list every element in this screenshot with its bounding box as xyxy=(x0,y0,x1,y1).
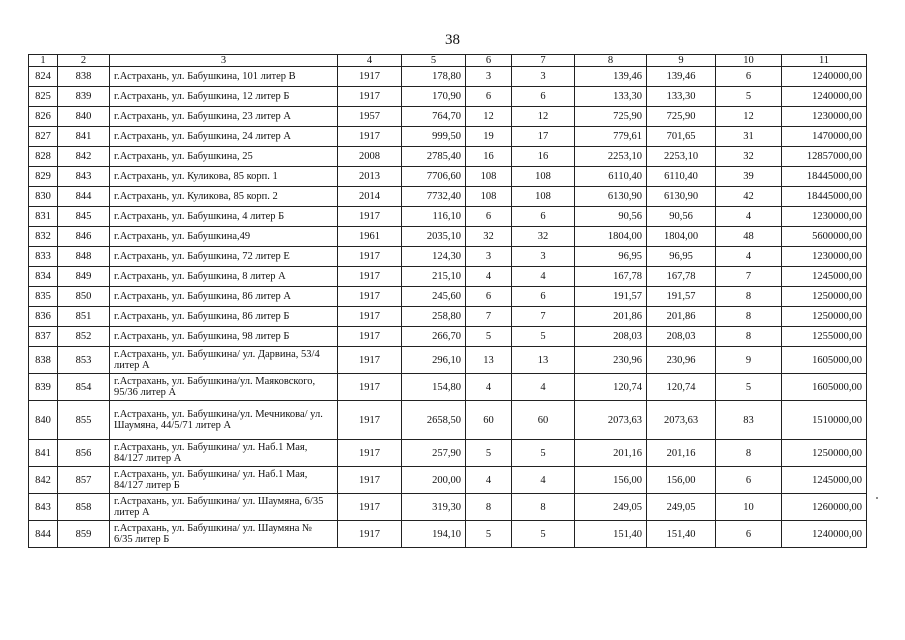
cell-address: г.Астрахань, ул. Бабушкина/ ул. Наб.1 Мая, 84/127 литер Б xyxy=(110,467,338,494)
cell-c9: 701,65 xyxy=(647,127,716,147)
cell-address: г.Астрахань, ул. Бабушкина, 86 литер А xyxy=(110,287,338,307)
cell-c9: 2073,63 xyxy=(647,401,716,440)
column-header-10: 10 xyxy=(716,55,782,67)
cell-price: 1605000,00 xyxy=(782,374,867,401)
cell-year: 1917 xyxy=(338,67,402,87)
cell-price: 1250000,00 xyxy=(782,440,867,467)
table-row xyxy=(29,347,867,374)
cell-c10: 10 xyxy=(716,494,782,521)
cell-c8: 191,57 xyxy=(575,287,647,307)
cell-year: 1917 xyxy=(338,207,402,227)
cell-n1: 824 xyxy=(29,67,58,87)
cell-n2: 850 xyxy=(58,287,110,307)
cell-c9: 201,86 xyxy=(647,307,716,327)
table-row xyxy=(29,227,867,247)
table-row xyxy=(29,401,867,440)
cell-price: 1605000,00 xyxy=(782,347,867,374)
cell-c6: 4 xyxy=(466,467,512,494)
cell-c9: 139,46 xyxy=(647,67,716,87)
cell-c6: 8 xyxy=(466,494,512,521)
cell-c6: 4 xyxy=(466,374,512,401)
cell-c6: 32 xyxy=(466,227,512,247)
cell-c7: 108 xyxy=(512,167,575,187)
cell-year: 1917 xyxy=(338,494,402,521)
cell-address: г.Астрахань, ул. Бабушкина/ ул. Шаумяна, 6/35 литер А xyxy=(110,494,338,521)
cell-c10: 6 xyxy=(716,467,782,494)
cell-c6: 6 xyxy=(466,87,512,107)
cell-price: 1255000,00 xyxy=(782,327,867,347)
cell-c9: 133,30 xyxy=(647,87,716,107)
cell-c9: 120,74 xyxy=(647,374,716,401)
cell-c6: 108 xyxy=(466,187,512,207)
cell-c6: 5 xyxy=(466,440,512,467)
cell-n1: 843 xyxy=(29,494,58,521)
cell-c10: 42 xyxy=(716,187,782,207)
table-row xyxy=(29,467,867,494)
cell-c10: 9 xyxy=(716,347,782,374)
column-header-4: 4 xyxy=(338,55,402,67)
cell-n2: 840 xyxy=(58,107,110,127)
cell-n1: 835 xyxy=(29,287,58,307)
cell-year: 1917 xyxy=(338,347,402,374)
cell-area: 258,80 xyxy=(402,307,466,327)
table-row xyxy=(29,287,867,307)
cell-address: г.Астрахань, ул. Бабушкина, 4 литер Б xyxy=(110,207,338,227)
cell-c10: 12 xyxy=(716,107,782,127)
cell-c8: 2073,63 xyxy=(575,401,647,440)
cell-c9: 6110,40 xyxy=(647,167,716,187)
cell-n2: 838 xyxy=(58,67,110,87)
cell-address: г.Астрахань, ул. Бабушкина, 72 литер Е xyxy=(110,247,338,267)
cell-price: 1250000,00 xyxy=(782,307,867,327)
cell-c8: 167,78 xyxy=(575,267,647,287)
cell-c6: 3 xyxy=(466,67,512,87)
cell-c6: 3 xyxy=(466,247,512,267)
cell-address: г.Астрахань, ул. Бабушкина, 8 литер А xyxy=(110,267,338,287)
column-header-2: 2 xyxy=(58,55,110,67)
table-row xyxy=(29,207,867,227)
cell-address: г.Астрахань, ул. Куликова, 85 корп. 2 xyxy=(110,187,338,207)
cell-price: 1230000,00 xyxy=(782,207,867,227)
cell-n2: 852 xyxy=(58,327,110,347)
cell-area: 154,80 xyxy=(402,374,466,401)
cell-c10: 83 xyxy=(716,401,782,440)
cell-year: 1917 xyxy=(338,467,402,494)
cell-n2: 839 xyxy=(58,87,110,107)
cell-c10: 5 xyxy=(716,374,782,401)
cell-c6: 13 xyxy=(466,347,512,374)
cell-price: 1245000,00 xyxy=(782,267,867,287)
cell-c10: 8 xyxy=(716,287,782,307)
cell-c7: 8 xyxy=(512,494,575,521)
cell-area: 999,50 xyxy=(402,127,466,147)
cell-area: 215,10 xyxy=(402,267,466,287)
cell-n2: 858 xyxy=(58,494,110,521)
cell-c6: 6 xyxy=(466,207,512,227)
cell-n2: 854 xyxy=(58,374,110,401)
cell-c8: 90,56 xyxy=(575,207,647,227)
cell-n1: 832 xyxy=(29,227,58,247)
cell-c7: 17 xyxy=(512,127,575,147)
cell-c7: 13 xyxy=(512,347,575,374)
cell-c10: 4 xyxy=(716,247,782,267)
cell-c7: 3 xyxy=(512,247,575,267)
cell-n1: 834 xyxy=(29,267,58,287)
cell-area: 178,80 xyxy=(402,67,466,87)
cell-c10: 6 xyxy=(716,67,782,87)
cell-year: 1917 xyxy=(338,247,402,267)
cell-n1: 842 xyxy=(29,467,58,494)
cell-c6: 19 xyxy=(466,127,512,147)
cell-price: 1240000,00 xyxy=(782,67,867,87)
column-header-8: 8 xyxy=(575,55,647,67)
cell-address: г.Астрахань, ул. Куликова, 85 корп. 1 xyxy=(110,167,338,187)
column-header-6: 6 xyxy=(466,55,512,67)
cell-c7: 16 xyxy=(512,147,575,167)
cell-c8: 2253,10 xyxy=(575,147,647,167)
page-number: 38 xyxy=(445,32,460,48)
cell-c6: 60 xyxy=(466,401,512,440)
cell-c9: 230,96 xyxy=(647,347,716,374)
cell-year: 1917 xyxy=(338,127,402,147)
cell-c7: 6 xyxy=(512,207,575,227)
cell-c7: 5 xyxy=(512,440,575,467)
cell-n2: 859 xyxy=(58,521,110,548)
cell-address: г.Астрахань, ул. Бабушкина,49 xyxy=(110,227,338,247)
cell-c7: 4 xyxy=(512,467,575,494)
cell-address: г.Астрахань, ул. Бабушкина, 98 литер Б xyxy=(110,327,338,347)
cell-c8: 779,61 xyxy=(575,127,647,147)
cell-price: 1240000,00 xyxy=(782,521,867,548)
cell-n2: 845 xyxy=(58,207,110,227)
cell-c9: 156,00 xyxy=(647,467,716,494)
cell-year: 1917 xyxy=(338,327,402,347)
cell-n1: 828 xyxy=(29,147,58,167)
cell-year: 1957 xyxy=(338,107,402,127)
cell-address: г.Астрахань, ул. Бабушкина/ ул. Шаумяна № 6/35 литер Б xyxy=(110,521,338,548)
cell-year: 1961 xyxy=(338,227,402,247)
cell-n1: 836 xyxy=(29,307,58,327)
cell-c9: 191,57 xyxy=(647,287,716,307)
cell-area: 2035,10 xyxy=(402,227,466,247)
cell-year: 2014 xyxy=(338,187,402,207)
cell-c9: 151,40 xyxy=(647,521,716,548)
cell-area: 296,10 xyxy=(402,347,466,374)
cell-address: г.Астрахань, ул. Бабушкина/ул. Мечникова/ ул. Шаумяна, 44/5/71 литер А xyxy=(110,401,338,440)
cell-year: 1917 xyxy=(338,287,402,307)
cell-n1: 844 xyxy=(29,521,58,548)
cell-area: 2658,50 xyxy=(402,401,466,440)
cell-year: 1917 xyxy=(338,401,402,440)
cell-c7: 3 xyxy=(512,67,575,87)
cell-area: 170,90 xyxy=(402,87,466,107)
cell-c6: 108 xyxy=(466,167,512,187)
cell-address: г.Астрахань, ул. Бабушкина, 24 литер А xyxy=(110,127,338,147)
cell-c7: 4 xyxy=(512,267,575,287)
cell-year: 1917 xyxy=(338,374,402,401)
cell-c6: 6 xyxy=(466,287,512,307)
cell-price: 1510000,00 xyxy=(782,401,867,440)
cell-c10: 8 xyxy=(716,307,782,327)
cell-c8: 139,46 xyxy=(575,67,647,87)
cell-c10: 8 xyxy=(716,327,782,347)
cell-c7: 7 xyxy=(512,307,575,327)
cell-c8: 96,95 xyxy=(575,247,647,267)
cell-c10: 39 xyxy=(716,167,782,187)
cell-n1: 833 xyxy=(29,247,58,267)
cell-address: г.Астрахань, ул. Бабушкина, 101 литер В xyxy=(110,67,338,87)
cell-c7: 12 xyxy=(512,107,575,127)
cell-price: 18445000,00 xyxy=(782,167,867,187)
cell-n2: 856 xyxy=(58,440,110,467)
cell-address: г.Астрахань, ул. Бабушкина/ ул. Наб.1 Мая, 84/127 литер А xyxy=(110,440,338,467)
column-header-5: 5 xyxy=(402,55,466,67)
cell-c7: 5 xyxy=(512,521,575,548)
cell-area: 245,60 xyxy=(402,287,466,307)
cell-price: 18445000,00 xyxy=(782,187,867,207)
cell-price: 1260000,00 xyxy=(782,494,867,521)
table-row xyxy=(29,187,867,207)
column-header-3: 3 xyxy=(110,55,338,67)
cell-c7: 6 xyxy=(512,87,575,107)
cell-price: 1240000,00 xyxy=(782,87,867,107)
cell-area: 266,70 xyxy=(402,327,466,347)
table-row xyxy=(29,247,867,267)
table-row xyxy=(29,87,867,107)
cell-c8: 230,96 xyxy=(575,347,647,374)
cell-c8: 201,16 xyxy=(575,440,647,467)
cell-c6: 5 xyxy=(466,327,512,347)
cell-c6: 7 xyxy=(466,307,512,327)
cell-area: 7732,40 xyxy=(402,187,466,207)
cell-c7: 4 xyxy=(512,374,575,401)
cell-c6: 5 xyxy=(466,521,512,548)
cell-area: 319,30 xyxy=(402,494,466,521)
cell-price: 1230000,00 xyxy=(782,107,867,127)
cell-year: 1917 xyxy=(338,267,402,287)
cell-c8: 249,05 xyxy=(575,494,647,521)
cell-n1: 825 xyxy=(29,87,58,107)
cell-n1: 831 xyxy=(29,207,58,227)
cell-c8: 133,30 xyxy=(575,87,647,107)
cell-area: 257,90 xyxy=(402,440,466,467)
cell-c9: 1804,00 xyxy=(647,227,716,247)
cell-year: 2008 xyxy=(338,147,402,167)
cell-c8: 201,86 xyxy=(575,307,647,327)
cell-year: 1917 xyxy=(338,440,402,467)
cell-n2: 851 xyxy=(58,307,110,327)
table-row xyxy=(29,327,867,347)
column-header-7: 7 xyxy=(512,55,575,67)
cell-n2: 846 xyxy=(58,227,110,247)
table-row xyxy=(29,521,867,548)
cell-c9: 96,95 xyxy=(647,247,716,267)
cell-c7: 6 xyxy=(512,287,575,307)
cell-n2: 848 xyxy=(58,247,110,267)
cell-n1: 829 xyxy=(29,167,58,187)
table-row xyxy=(29,307,867,327)
cell-c7: 108 xyxy=(512,187,575,207)
cell-address: г.Астрахань, ул. Бабушкина, 86 литер Б xyxy=(110,307,338,327)
cell-c9: 208,03 xyxy=(647,327,716,347)
cell-n2: 842 xyxy=(58,147,110,167)
cell-n2: 841 xyxy=(58,127,110,147)
cell-address: г.Астрахань, ул. Бабушкина/ ул. Дарвина, 53/4 литер А xyxy=(110,347,338,374)
cell-address: г.Астрахань, ул. Бабушкина/ул. Маяковского, 95/36 литер А xyxy=(110,374,338,401)
table-row xyxy=(29,127,867,147)
cell-area: 116,10 xyxy=(402,207,466,227)
column-header-11: 11 xyxy=(782,55,867,67)
cell-c9: 6130,90 xyxy=(647,187,716,207)
cell-c6: 4 xyxy=(466,267,512,287)
cell-c9: 201,16 xyxy=(647,440,716,467)
cell-year: 1917 xyxy=(338,307,402,327)
cell-c6: 16 xyxy=(466,147,512,167)
cell-n2: 849 xyxy=(58,267,110,287)
cell-price: 5600000,00 xyxy=(782,227,867,247)
table-row xyxy=(29,167,867,187)
cell-c10: 31 xyxy=(716,127,782,147)
cell-c7: 32 xyxy=(512,227,575,247)
cell-c9: 249,05 xyxy=(647,494,716,521)
cell-c8: 120,74 xyxy=(575,374,647,401)
table-row xyxy=(29,267,867,287)
cell-n2: 843 xyxy=(58,167,110,187)
cell-address: г.Астрахань, ул. Бабушкина, 23 литер А xyxy=(110,107,338,127)
cell-n1: 826 xyxy=(29,107,58,127)
cell-c9: 2253,10 xyxy=(647,147,716,167)
cell-n1: 841 xyxy=(29,440,58,467)
cell-area: 764,70 xyxy=(402,107,466,127)
cell-n1: 827 xyxy=(29,127,58,147)
cell-c10: 4 xyxy=(716,207,782,227)
cell-c10: 32 xyxy=(716,147,782,167)
cell-n1: 838 xyxy=(29,347,58,374)
cell-c7: 5 xyxy=(512,327,575,347)
cell-n1: 839 xyxy=(29,374,58,401)
cell-c10: 8 xyxy=(716,440,782,467)
cell-c10: 7 xyxy=(716,267,782,287)
cell-c8: 6110,40 xyxy=(575,167,647,187)
cell-n2: 844 xyxy=(58,187,110,207)
table-row xyxy=(29,147,867,167)
cell-c9: 90,56 xyxy=(647,207,716,227)
cell-year: 2013 xyxy=(338,167,402,187)
table-row xyxy=(29,107,867,127)
cell-year: 1917 xyxy=(338,521,402,548)
cell-area: 194,10 xyxy=(402,521,466,548)
cell-c7: 60 xyxy=(512,401,575,440)
table-header-row xyxy=(29,55,867,67)
cell-price: 12857000,00 xyxy=(782,147,867,167)
cell-n1: 830 xyxy=(29,187,58,207)
cell-c9: 167,78 xyxy=(647,267,716,287)
column-header-1: 1 xyxy=(29,55,58,67)
cell-area: 200,00 xyxy=(402,467,466,494)
cell-c8: 725,90 xyxy=(575,107,647,127)
cell-c8: 151,40 xyxy=(575,521,647,548)
cell-c6: 12 xyxy=(466,107,512,127)
cell-c10: 5 xyxy=(716,87,782,107)
cell-year: 1917 xyxy=(338,87,402,107)
table-row xyxy=(29,374,867,401)
cell-n2: 855 xyxy=(58,401,110,440)
cell-n2: 857 xyxy=(58,467,110,494)
cell-price: 1245000,00 xyxy=(782,467,867,494)
cell-price: 1230000,00 xyxy=(782,247,867,267)
cell-area: 7706,60 xyxy=(402,167,466,187)
housing-registry-table xyxy=(28,54,867,548)
cell-c10: 6 xyxy=(716,521,782,548)
cell-address: г.Астрахань, ул. Бабушкина, 12 литер Б xyxy=(110,87,338,107)
cell-c8: 156,00 xyxy=(575,467,647,494)
table-body xyxy=(29,67,867,548)
cell-area: 124,30 xyxy=(402,247,466,267)
cell-c10: 48 xyxy=(716,227,782,247)
cell-area: 2785,40 xyxy=(402,147,466,167)
table-row xyxy=(29,67,867,87)
cell-c9: 725,90 xyxy=(647,107,716,127)
cell-c8: 208,03 xyxy=(575,327,647,347)
cell-address: г.Астрахань, ул. Бабушкина, 25 xyxy=(110,147,338,167)
cell-price: 1470000,00 xyxy=(782,127,867,147)
table-row xyxy=(29,440,867,467)
table-row xyxy=(29,494,867,521)
column-header-9: 9 xyxy=(647,55,716,67)
cell-n1: 840 xyxy=(29,401,58,440)
scan-speck xyxy=(876,497,878,499)
cell-n2: 853 xyxy=(58,347,110,374)
cell-price: 1250000,00 xyxy=(782,287,867,307)
cell-c8: 6130,90 xyxy=(575,187,647,207)
cell-c8: 1804,00 xyxy=(575,227,647,247)
cell-n1: 837 xyxy=(29,327,58,347)
